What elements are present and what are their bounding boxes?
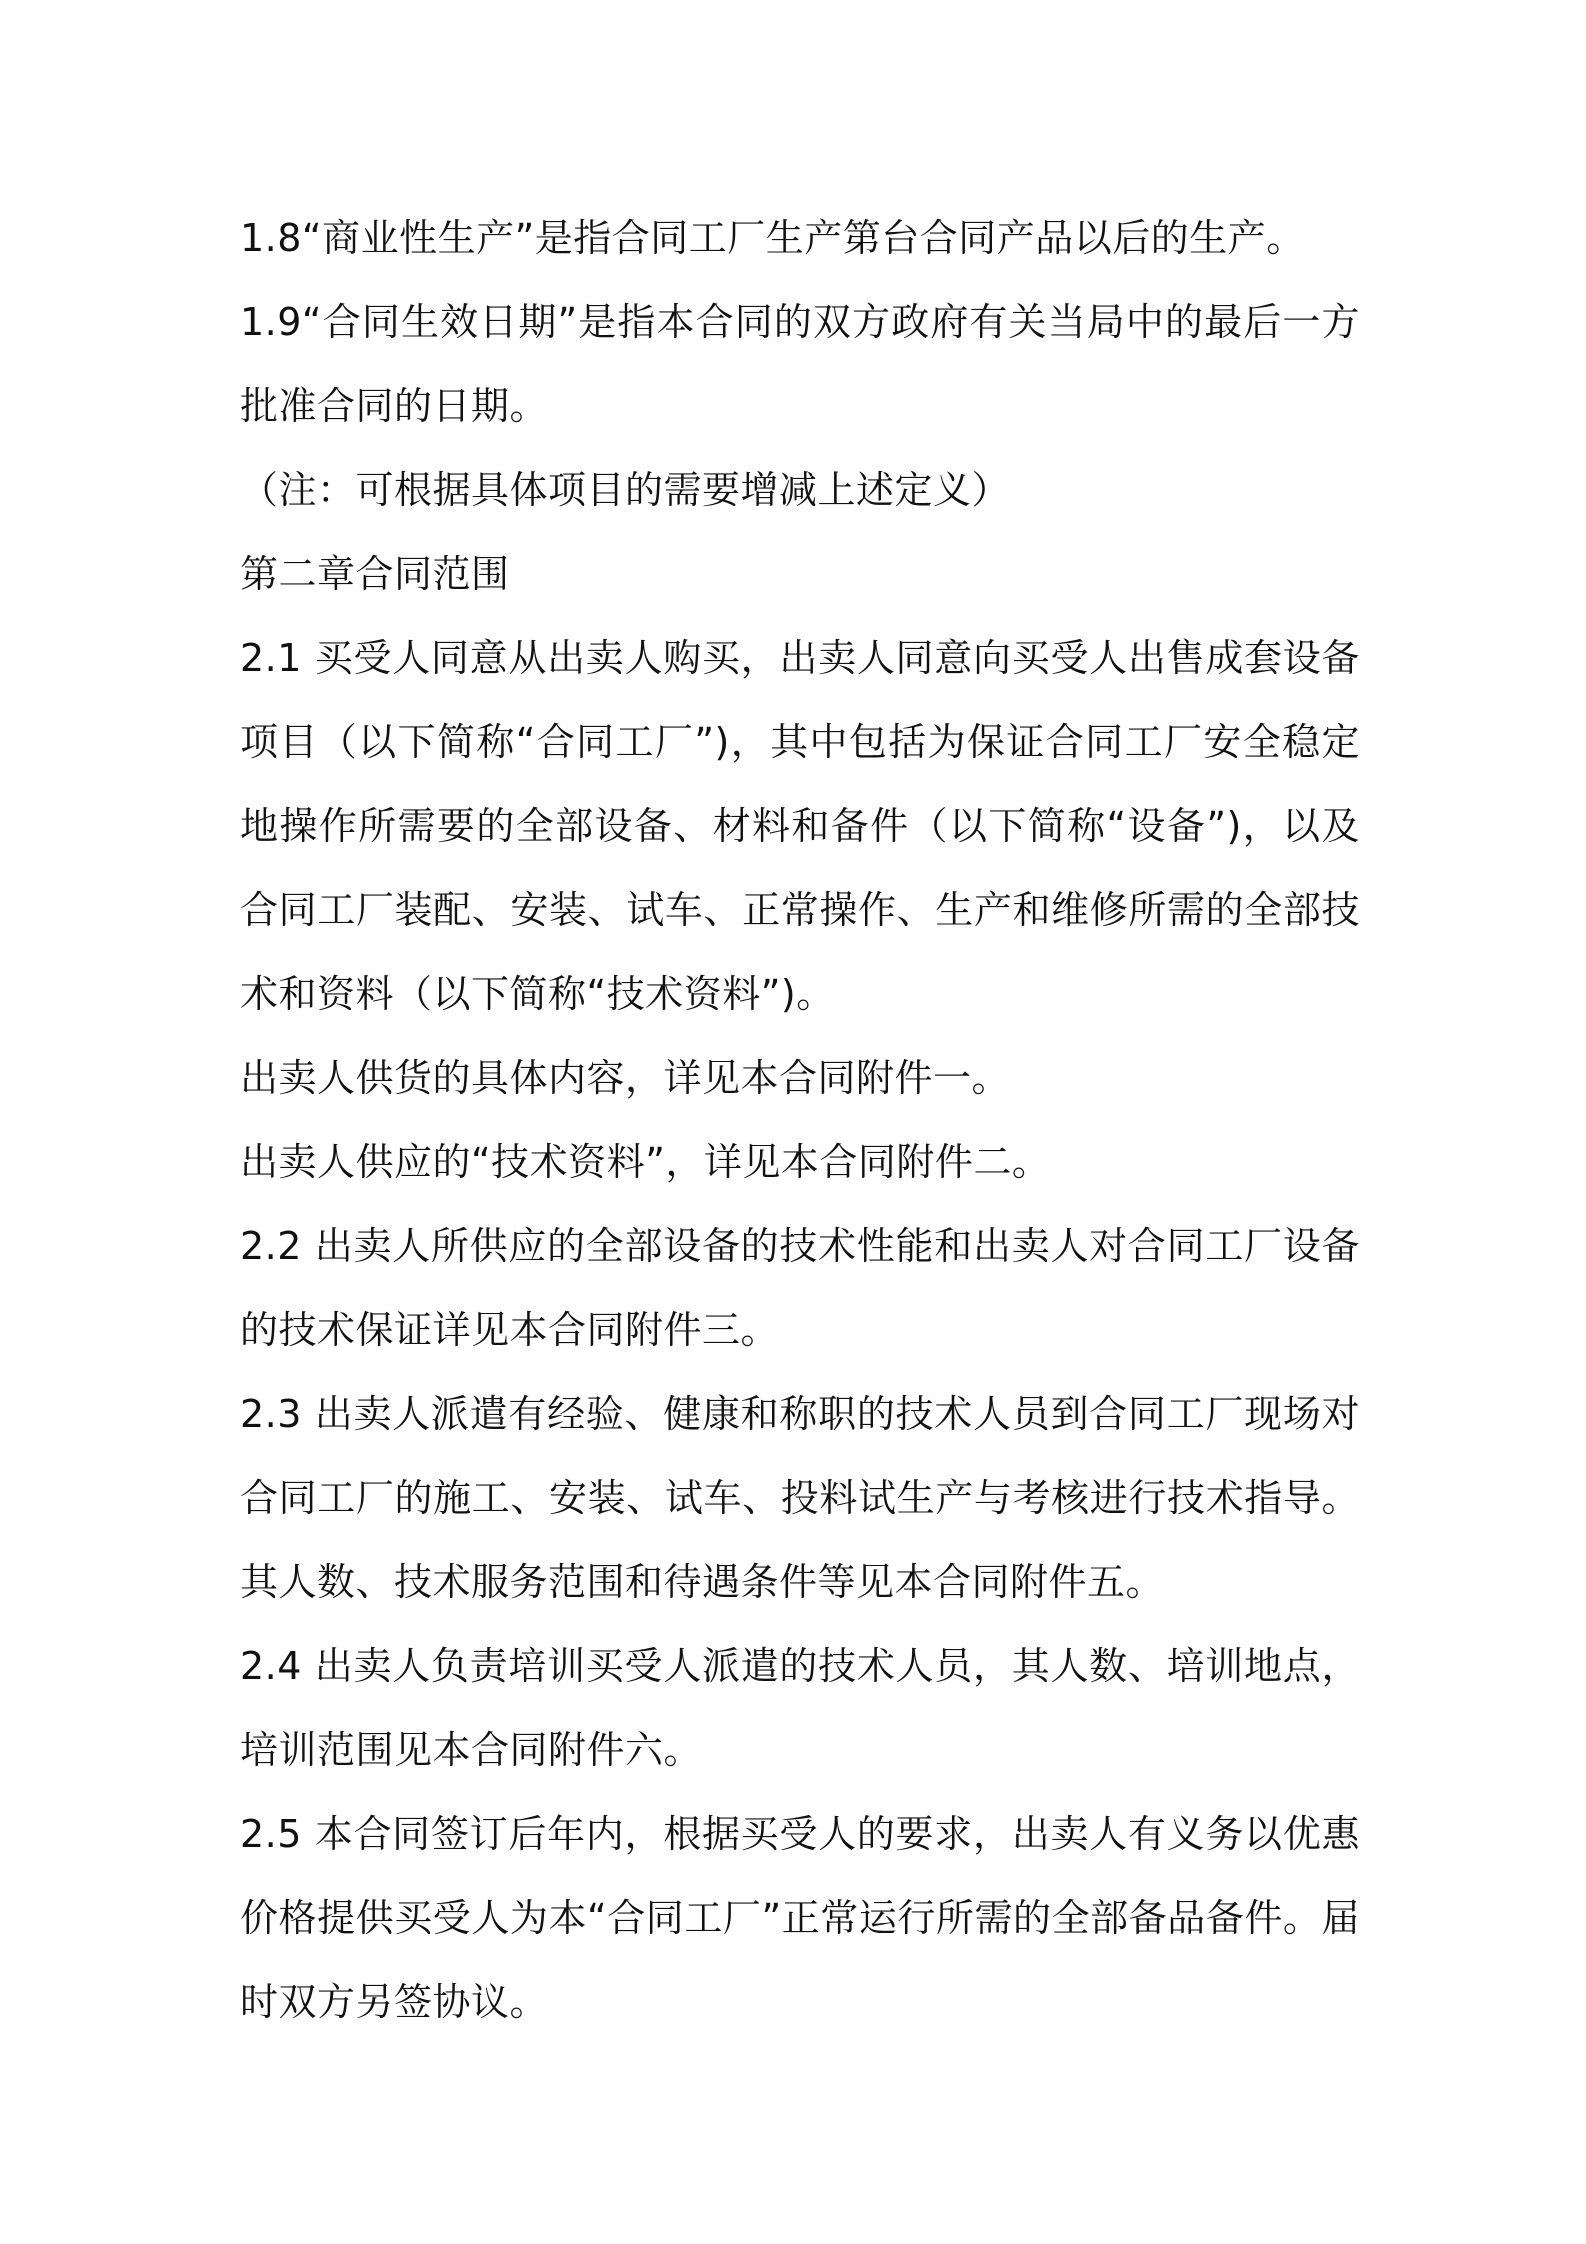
chapter-heading: 第二章合同范围 xyxy=(240,552,510,596)
note-paragraph: （注：可根据具体项目的需要增减上述定义） xyxy=(240,468,1011,512)
paragraph-supply-content: 出卖人供货的具体内容，详见本合同附件一。 xyxy=(240,1056,1011,1100)
paragraph-2-1: 2.1 买受人同意从出卖人购买，出卖人同意向买受人出售成套设备项目（以下简称“合同工厂”)，其中包括为保证合同工厂安全稳定地操作所需要的全部设备、材料和备件（以下简称“设备”)，以及合同工厂装配、安装、试车、正常操作、生产和维修所需的全部技术和资料（以下简称“技术资料”)。 xyxy=(240,636,1360,1016)
paragraph-2-3: 2.3 出卖人派遣有经验、健康和称职的技术人员到合同工厂现场对合同工厂的施工、安装、试车、投料试生产与考核进行技术指导。其人数、技术服务范围和待遇条件等见本合同附件五。 xyxy=(240,1392,1360,1604)
paragraph-1-8: 1.8“商业性生产”是指合同工厂生产第台合同产品以后的生产。 xyxy=(240,216,1305,260)
document-body xyxy=(240,196,1360,2044)
paragraph-2-5: 2.5 本合同签订后年内，根据买受人的要求，出卖人有义务以优惠价格提供买受人为本“合同工厂”正常运行所需的全部备品备件。届时双方另签协议。 xyxy=(240,1812,1360,2024)
paragraph-technical-data: 出卖人供应的“技术资料”，详见本合同附件二。 xyxy=(240,1140,1051,1184)
paragraph-2-4: 2.4 出卖人负责培训买受人派遣的技术人员，其人数、培训地点，培训范围见本合同附件六。 xyxy=(240,1644,1360,1772)
paragraph-1-9: 1.9“合同生效日期”是指本合同的双方政府有关当局中的最后一方批准合同的日期。 xyxy=(240,300,1360,428)
paragraph-2-2: 2.2 出卖人所供应的全部设备的技术性能和出卖人对合同工厂设备的技术保证详见本合同附件三。 xyxy=(240,1224,1360,1352)
